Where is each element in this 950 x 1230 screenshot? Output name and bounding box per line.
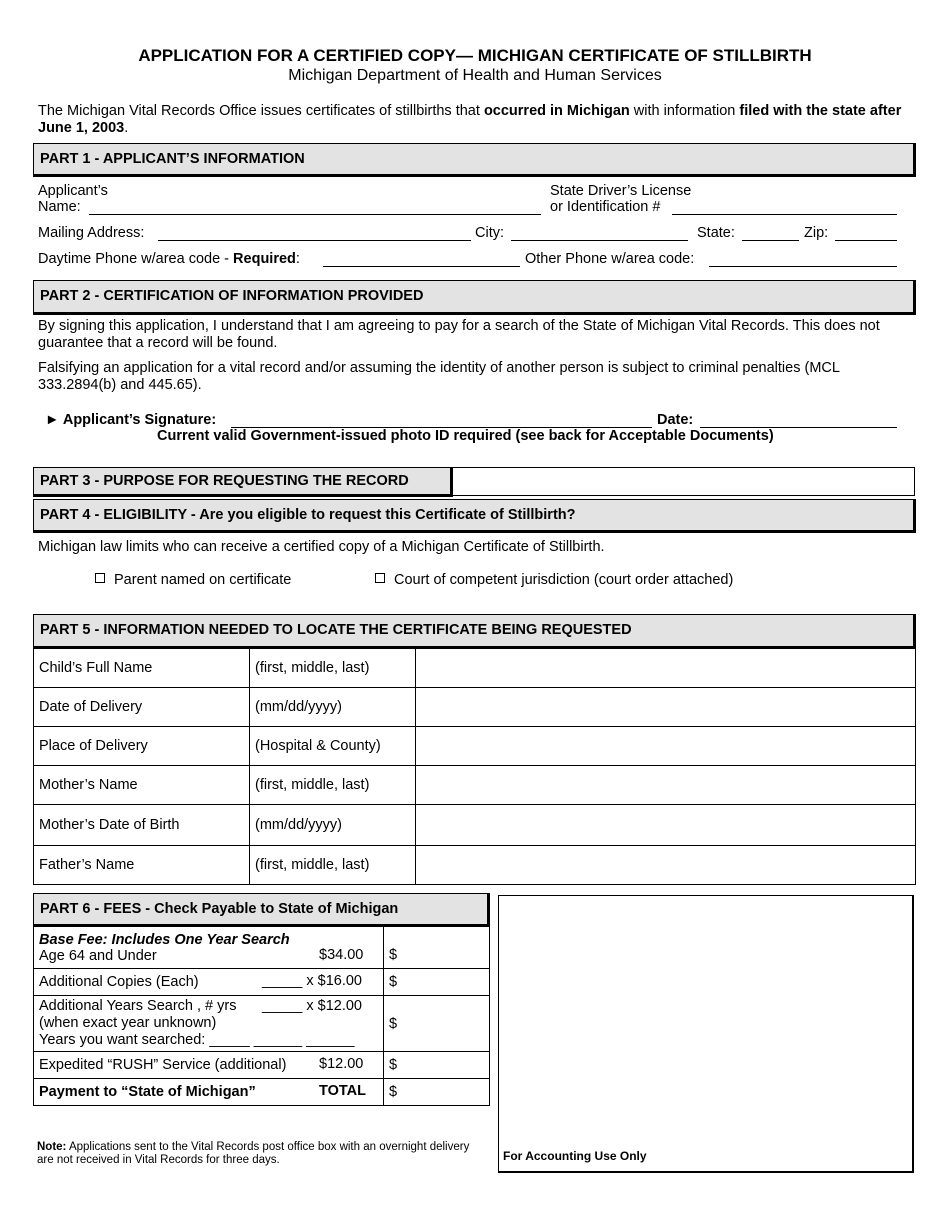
mother-name-field[interactable]	[416, 766, 916, 805]
checkbox-icon[interactable]	[375, 573, 385, 583]
table-row	[34, 766, 916, 805]
base-fee-cell	[34, 927, 384, 969]
row-label: Father’s Name	[34, 846, 250, 885]
eligibility-text: Michigan law limits who can receive a certified copy of a Michigan Certificate of Stillbirth.	[38, 539, 605, 555]
mailing-note: Note: Applications sent to the Vital Records post office box with an overnight delivery are not received in Vital Records for three days.	[37, 1141, 470, 1166]
table-row	[34, 1052, 490, 1079]
row-hint: (first, middle, last)	[250, 766, 416, 805]
table-row	[34, 727, 916, 766]
row-label: Mother’s Name	[34, 766, 250, 805]
base-fee-amount: $34.00	[319, 947, 364, 963]
zip-label: Zip:	[804, 225, 829, 241]
table-row	[34, 969, 490, 996]
other-phone-field[interactable]	[709, 266, 897, 267]
delivery-place-field[interactable]	[416, 727, 916, 766]
base-fee-title: Base Fee: Includes One Year Search	[39, 931, 290, 948]
rush-total[interactable]	[384, 1052, 490, 1079]
option-parent[interactable]: Parent named on certificate	[95, 572, 291, 588]
table-row	[34, 1079, 490, 1106]
table-row	[34, 846, 916, 885]
table-row	[34, 688, 916, 727]
table-row	[34, 649, 916, 688]
mailing-address-label: Mailing Address:	[38, 225, 145, 241]
applicant-name-field[interactable]	[89, 214, 541, 215]
checkbox-icon[interactable]	[95, 573, 105, 583]
purpose-field[interactable]	[451, 467, 915, 496]
row-label: Date of Delivery	[34, 688, 250, 727]
row-hint: (mm/dd/yyyy)	[250, 805, 416, 846]
table-row	[34, 996, 490, 1052]
payment-label: Payment to “State of Michigan”	[39, 1084, 256, 1100]
part6-heading: PART 6 - FEES - Check Payable to State of Michigan	[33, 893, 490, 927]
zip-field[interactable]	[835, 240, 897, 241]
dollar-sign: $	[389, 1084, 398, 1100]
child-name-field[interactable]	[416, 649, 916, 688]
rush-amount: $12.00	[319, 1056, 364, 1072]
penalty-paragraph: Falsifying an application for a vital record and/or assuming the identity of another person is subject to criminal penalties (MCL 333.2894(b) and 445.65).	[38, 360, 840, 393]
rush-cell	[34, 1052, 384, 1079]
copies-total[interactable]	[384, 969, 490, 996]
years-cell	[34, 996, 384, 1052]
copies-cell	[34, 969, 384, 996]
record-info-table	[33, 648, 916, 885]
certification-paragraph: By signing this application, I understand that I am agreeing to pay for a search of the State of Michigan Vital Records. This does not guarantee that a record will be found.	[38, 318, 880, 351]
copies-label: Additional Copies (Each)	[39, 974, 199, 990]
row-hint: (mm/dd/yyyy)	[250, 688, 416, 727]
copies-rate: _____ x $16.00	[262, 973, 362, 989]
years-note: (when exact year unknown)	[39, 1015, 217, 1031]
accounting-box	[498, 895, 914, 1173]
row-label: Place of Delivery	[34, 727, 250, 766]
payment-total[interactable]	[384, 1079, 490, 1106]
date-label: Date:	[657, 412, 694, 428]
part2-heading: PART 2 - CERTIFICATION OF INFORMATION PROVIDED	[33, 280, 916, 315]
father-name-field[interactable]	[416, 846, 916, 885]
state-label: State:	[697, 225, 735, 241]
total-label: TOTAL	[319, 1083, 366, 1099]
signature-label: ► Applicant’s Signature:	[45, 412, 217, 428]
years-rate: _____ x $12.00	[262, 998, 362, 1014]
dollar-sign: $	[389, 1057, 398, 1073]
years-total[interactable]	[384, 996, 490, 1052]
daytime-phone-label: Daytime Phone w/area code - Required:	[38, 251, 300, 267]
years-label: Additional Years Search , # yrs	[39, 998, 237, 1014]
license-label: State Driver’s License or Identification #	[550, 183, 692, 215]
city-field[interactable]	[511, 240, 688, 241]
table-row	[34, 927, 490, 969]
part1-heading: PART 1 - APPLICANT’S INFORMATION	[33, 143, 916, 177]
base-fee-label: Age 64 and Under	[39, 947, 157, 964]
license-field[interactable]	[672, 214, 897, 215]
part4-heading: PART 4 - ELIGIBILITY - Are you eligible to request this Certificate of Stillbirth?	[33, 499, 916, 533]
payment-cell	[34, 1079, 384, 1106]
option-court[interactable]: Court of competent jurisdiction (court order attached)	[375, 572, 733, 588]
form-title: APPLICATION FOR A CERTIFIED COPY— MICHIGAN CERTIFICATE OF STILLBIRTH	[138, 46, 812, 65]
row-hint: (first, middle, last)	[250, 846, 416, 885]
department-name: Michigan Department of Health and Human Services	[288, 67, 662, 84]
rush-label: Expedited “RUSH” Service (additional)	[39, 1057, 287, 1073]
part3-heading: PART 3 - PURPOSE FOR REQUESTING THE RECORD	[33, 467, 453, 497]
other-phone-label: Other Phone w/area code:	[525, 251, 695, 267]
daytime-phone-field[interactable]	[323, 266, 520, 267]
part5-heading: PART 5 - INFORMATION NEEDED TO LOCATE THE CERTIFICATE BEING REQUESTED	[33, 614, 916, 649]
row-label: Child’s Full Name	[34, 649, 250, 688]
years-wanted: Years you want searched: _____ ______ ______	[39, 1032, 355, 1048]
delivery-date-field[interactable]	[416, 688, 916, 727]
mother-dob-field[interactable]	[416, 805, 916, 846]
row-hint: (first, middle, last)	[250, 649, 416, 688]
photo-id-note: Current valid Government-issued photo ID required (see back for Acceptable Documents)	[157, 428, 774, 444]
city-label: City:	[475, 225, 504, 241]
dollar-sign: $	[389, 974, 398, 990]
dollar-sign: $	[389, 947, 398, 963]
mailing-address-field[interactable]	[158, 240, 471, 241]
intro-paragraph: The Michigan Vital Records Office issues certificates of stillbirths that occurred in Michigan with information filed with the state after June 1, 2003.	[38, 103, 902, 136]
accounting-label: For Accounting Use Only	[503, 1149, 647, 1163]
table-row	[34, 805, 916, 846]
base-fee-total[interactable]	[384, 927, 490, 969]
dollar-sign: $	[389, 1015, 398, 1032]
fees-table	[33, 926, 490, 1106]
state-field[interactable]	[742, 240, 799, 241]
applicant-name-label: Applicant’s Name:	[38, 183, 108, 215]
row-label: Mother’s Date of Birth	[34, 805, 250, 846]
row-hint: (Hospital & County)	[250, 727, 416, 766]
